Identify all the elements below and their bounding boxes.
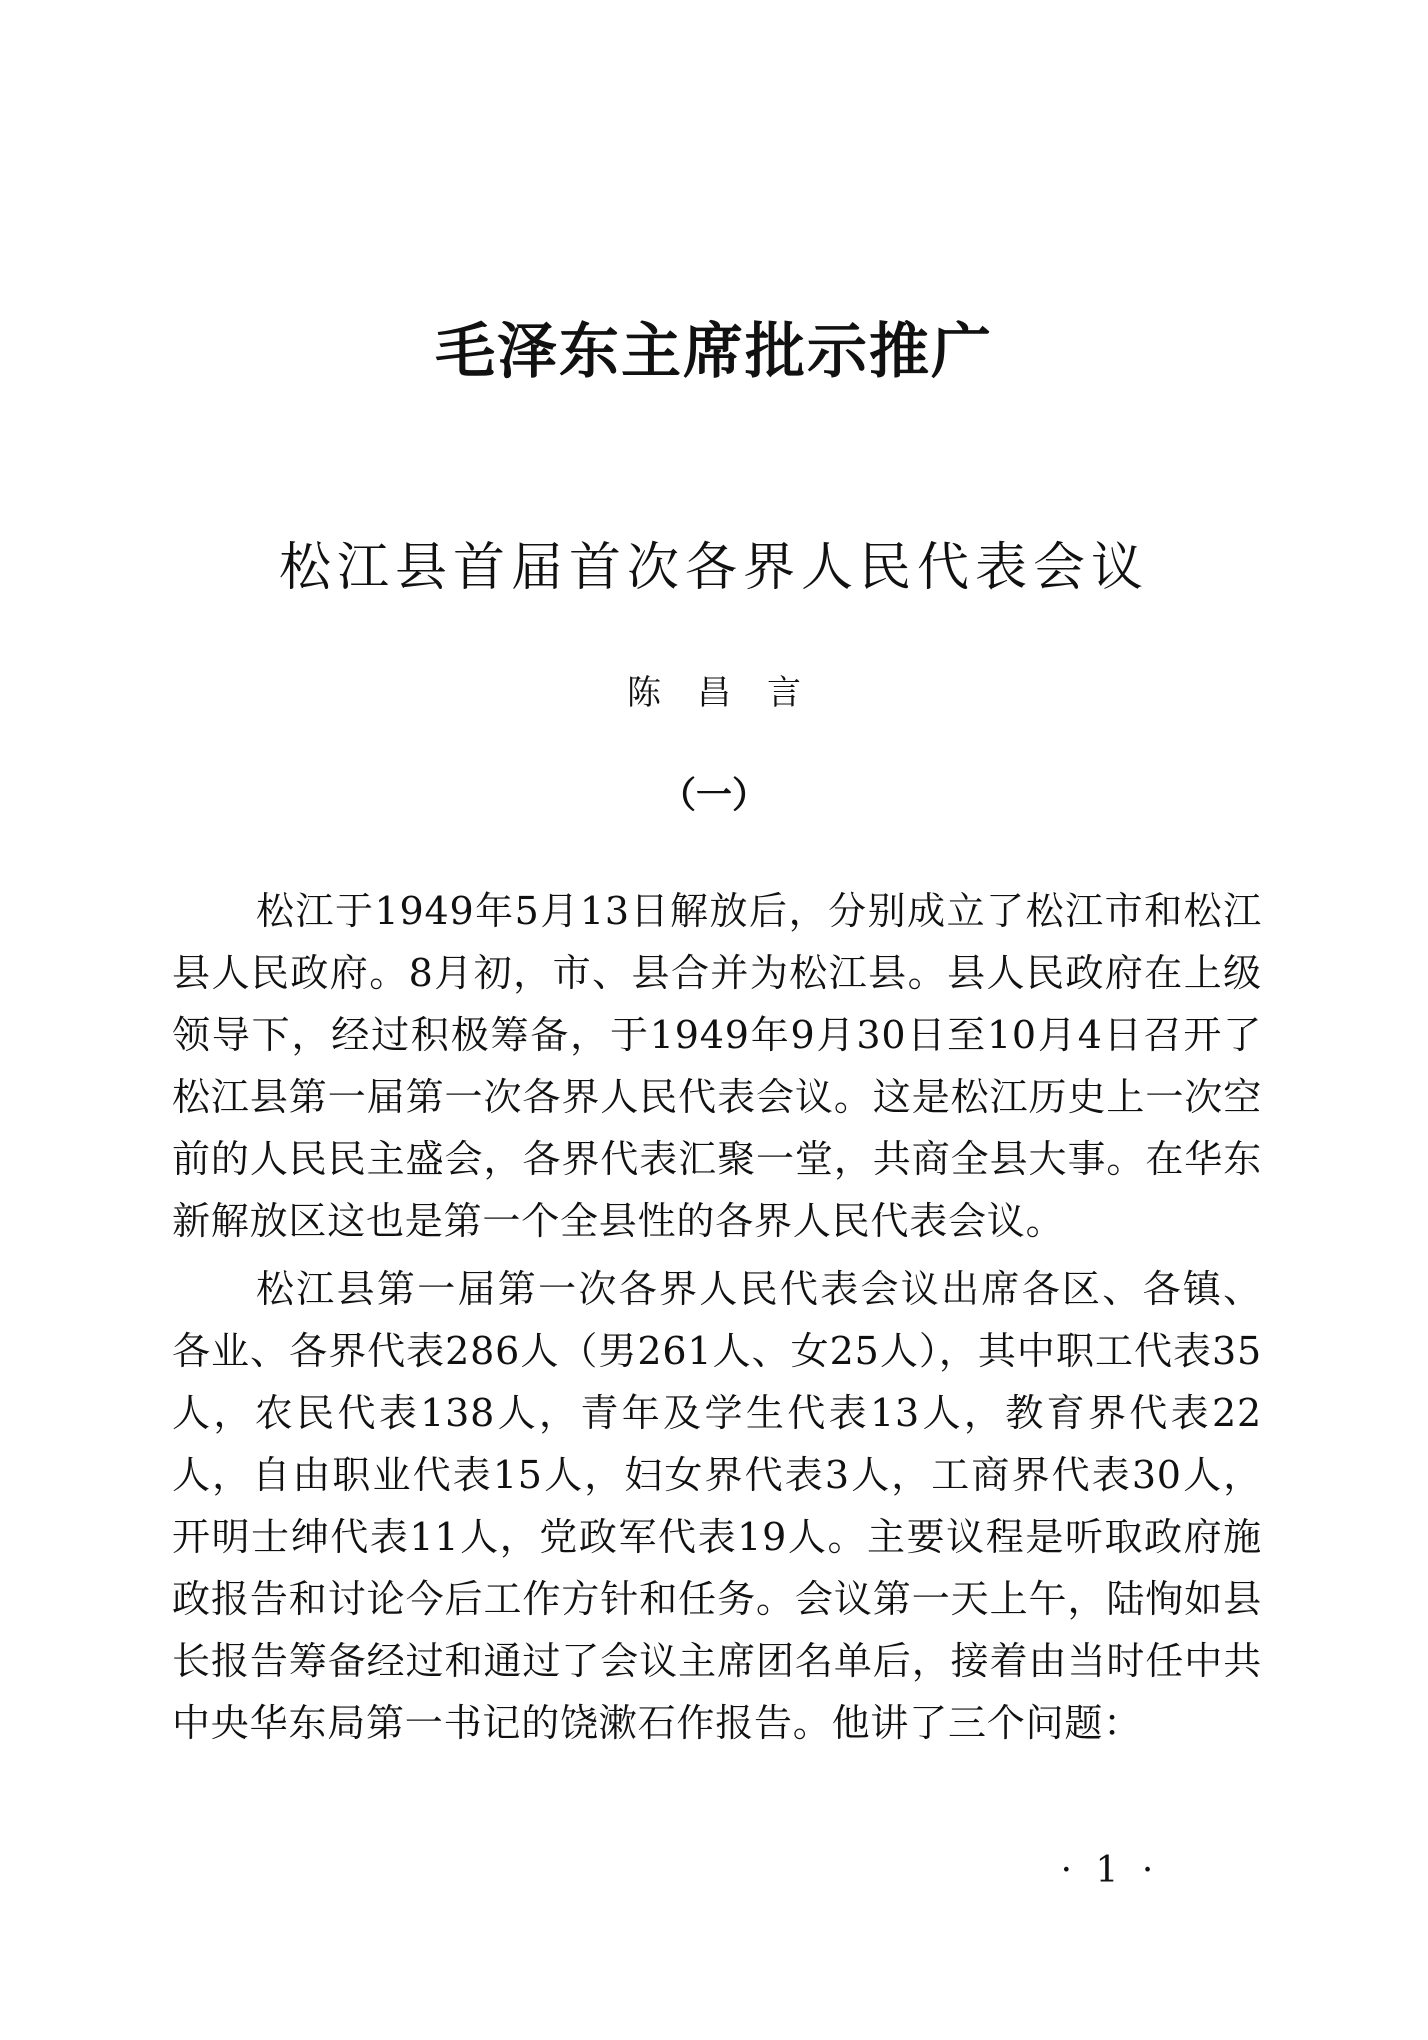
author-name: 陈昌言 [627, 673, 837, 713]
body-text [172, 880, 1262, 1760]
paragraph: 松江县第一届第一次各界人民代表会议出席各区、各镇、各业、各界代表286人（男261人、女25人），其中职工代表35人，农民代表138人，青年及学生代表13人，教育界代表22人，自由职业代表15人，妇女界代表3人，工商界代表30人，开明士绅代表11人，党政军代表19人。主要议程是听取政府施政报告和讨论今后工作方针和任务。会议第一天上午，陆恂如县长报告筹备经过和通过了会议主席团名单后，接着由当时任中共中央华东局第一书记的饶漱石作报告。他讲了三个问题： [172, 1267, 1262, 1745]
paragraph: 松江于1949年5月13日解放后，分别成立了松江市和松江县人民政府。8月初，市、县合并为松江县。县人民政府在上级领导下，经过积极筹备，于1949年9月30日至10月4日召开了松江县第一届第一次各界人民代表会议。这是松江历史上一次空前的人民民主盛会，各界代表汇聚一堂，共商全县大事。在华东新解放区这也是第一个全县性的各界人民代表会议。 [172, 889, 1262, 1243]
page-number: · 1 · [1060, 1850, 1160, 1891]
header-title: 毛泽东主席批示推广 [435, 317, 993, 387]
section-number: （一） [659, 774, 768, 816]
article-title: 松江县首届首次各界人民代表会议 [278, 538, 1149, 598]
